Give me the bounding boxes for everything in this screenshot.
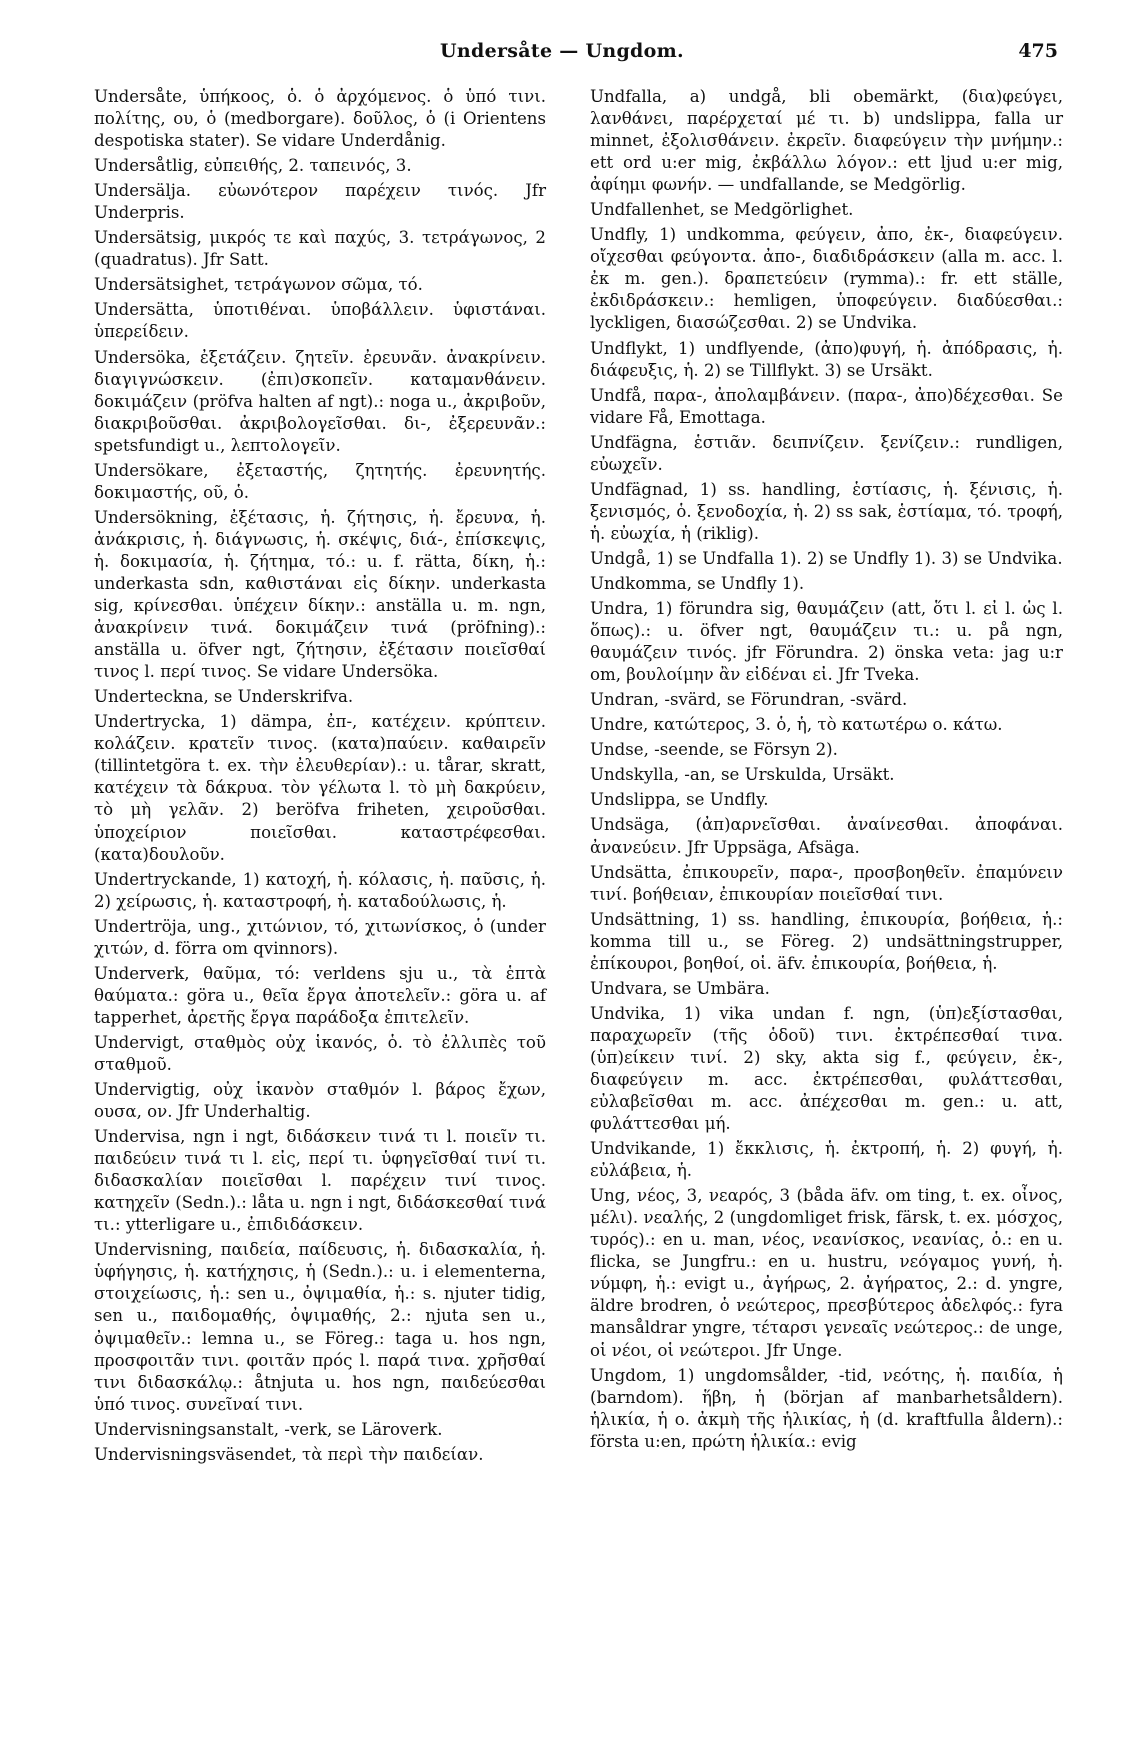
dictionary-entry: Undran, -svärd, se Förundran, -svärd. <box>590 690 908 710</box>
dictionary-entry: Undslippa, se Undfly. <box>590 790 769 810</box>
page-number: 475 <box>1018 40 1058 62</box>
dictionary-entry: Undvikande, 1) ἔκκλισις, ἡ. ἐκτροπή, ἡ. 2) φυγή, ἡ. εὐλάβεια, ἡ. <box>590 1139 1063 1181</box>
dictionary-entry: Undfalla, a) undgå, bli obemärkt, (δια)φεύγει, λανθάνει, παρέρχεταί μέ τι. b) undslippa, falla ur minnet, ἐξολισθάνειν. ἐκρεῖν. διαφεύγειν τὴν μνήμην.: ett ord u:er mig, ἐκβάλλω λόγον.: ett ljud u:er mig, ἀφίημι φωνήν. — undfallande, se Medgörlig. <box>590 87 1063 195</box>
right-column <box>590 86 1063 1456</box>
dictionary-entry: Undflykt, 1) undflyende, (ἀπο)φυγή, ἡ. ἀπόδρασις, ἡ. διάφευξις, ἡ. 2) se Tillflykt. 3) se Ursäkt. <box>590 338 1063 380</box>
dictionary-entry: Ung, νέος, 3, νεαρός, 3 (båda äfv. om ting, t. ex. οἶνος, μέλι). νεαλής, 2 (ungdomliget frisk, färsk, t. ex. μόσχος, τυρός).: en u. man, νέος, νεανίσκος, νεανίας, ὁ.: en u. flicka, se Jungfru.: en u. hustru, νεόγαμος γυνή, ἡ. νύμφη, ἡ.: evigt u., ἀγήρως, 2. ἀγήρατος, 2.: d. yngre, äldre brodren, ὁ νεώτερος, πρεσβύτερος ἀδελφός.: fyra mansåldrar yngre, τέταρσι γενεαῖς νεώτερος.: de unge, οἱ νέοι, οἱ νεώτεροι. Jfr Unge. <box>590 1186 1063 1360</box>
running-head: Undersåte — Ungdom. <box>440 40 684 62</box>
dictionary-entry: Undfägnad, 1) ss. handling, ἑστίασις, ἡ. ξένισις, ἡ. ξενισμός, ὁ. ξενοδοχία, ἡ. 2) ss sak, ἑστίαμα, τό. τροφή, ἡ. εὐωχία, ἡ (riklig). <box>590 479 1063 543</box>
dictionary-entry: Undervisningsväsendet, τὰ περὶ τὴν παιδείαν. <box>94 1444 484 1464</box>
dictionary-entry: Undersätsig, μικρός τε καὶ παχύς, 3. τετράγωνος, 2 (quadratus). Jfr Satt. <box>94 228 546 270</box>
dictionary-entry: Undertrycka, 1) dämpa, ἐπ-, κατέχειν. κρύπτειν. κολάζειν. κρατεῖν τινος. (κατα)παύειν. καθαιρεῖν (tillintetgöra t. ex. τὴν ἐλευθερίαν).: u. tårar, skratt, κατέχειν τὰ δάκρυα. τὸν γέλωτα l. τὸ μὴ δακρύειν, τὸ μὴ γελᾶν. 2) beröfva friheten, χειροῦσθαι. ὑποχείριον ποιεῖσθαι. καταστρέφεσθαι. (κατα)δουλοῦν. <box>94 712 546 864</box>
dictionary-entry: Undskylla, -an, se Urskulda, Ursäkt. <box>590 765 895 785</box>
dictionary-entry: Undersätta, ὑποτιθέναι. ὑποβάλλειν. ὑφιστάναι. ὑπερείδειν. <box>94 300 546 342</box>
dictionary-entry: Underverk, θαῦμα, τό: verldens sju u., τὰ ἑπτὰ θαύματα.: göra u., θεῖα ἔργα ἀποτελεῖν.: göra u. af tapperhet, ἀρετῆς ἔργα παράδοξα ἐπιτελεῖν. <box>94 963 546 1027</box>
dictionary-entry: Undersätsighet, τετράγωνον σῶμα, τό. <box>94 275 423 295</box>
dictionary-entry: Underteckna, se Underskrifva. <box>94 687 354 707</box>
dictionary-entry: Ungdom, 1) ungdomsålder, -tid, νεότης, ἡ. παιδία, ἡ (barndom). ἥβη, ἡ (början af manbarhetsåldern). ἡλικία, ἡ ο. ἀκμὴ τῆς ἡλικίας, ἡ (d. kraftfulla åldern).: första u:en, πρώτη ἡλικία.: evig <box>590 1365 1063 1451</box>
dictionary-entry: Undgå, 1) se Undfalla 1). 2) se Undfly 1). 3) se Undvika. <box>590 548 1063 568</box>
dictionary-entry: Undfly, 1) undkomma, φεύγειν, ἀπο, ἐκ-, διαφεύγειν. οἴχεσθαι φεύγοντα. ἀπο-, διαδιδράσκειν (alla m. acc. l. ἐκ m. gen.). δραπετεύειν (rymma).: fr. ett ställe, ἐκδιδράσκειν.: hemligen, ὑποφεύγειν. διαδύεσθαι.: lyckligen, διασώζεσθαι. 2) se Undvika. <box>590 225 1063 333</box>
dictionary-entry: Undersåtlig, εὐπειθής, 2. ταπεινός, 3. <box>94 156 412 176</box>
dictionary-entry: Undersökning, ἐξέτασις, ἡ. ζήτησις, ἡ. ἔρευνα, ἡ. ἀνάκρισις, ἡ. διάγνωσις, ἡ. σκέψις, διά-, ἐπίσκεψις, ἡ. δοκιμασία, ἡ. ζήτημα, τό.: u. f. rätta, δίκη, ἡ.: underkasta sdn, καθιστάναι εἰς δίκην. underkasta sig, κρίνεσθαι. ὑπέχειν δίκην.: anställa u. m. ngn, ἀνακρίνειν τινά. δοκιμάζειν τινά (pröfning).: anställa u. öfver ngt, ζήτησιν, ἐξέτασιν ποιεῖσθαί τινος l. περί τινος. Se vidare Undersöka. <box>94 507 546 682</box>
dictionary-entry: Undersälja. εὐωνότερον παρέχειν τινός. Jfr Underpris. <box>94 181 546 223</box>
dictionary-entry: Undfägna, ἑστιᾶν. δειπνίζειν. ξενίζειν.: rundligen, εὐωχεῖν. <box>590 432 1063 474</box>
dictionary-entry: Undvara, se Umbära. <box>590 978 770 998</box>
dictionary-entry: Undse, -seende, se Försyn 2). <box>590 740 838 760</box>
dictionary-entry: Undersökare, ἐξεταστής, ζητητής. ἐρευνητής. δοκιμαστής, οῦ, ὁ. <box>94 460 546 502</box>
dictionary-entry: Undervisning, παιδεία, παίδευσις, ἡ. διδασκαλία, ἡ. ὑφήγησις, ἡ. κατήχησις, ἡ (Sedn.).: u. i elementerna, στοιχείωσις, ἡ.: sen u., ὀψιμαθία, ἡ.: s. njuter tidig, sen u., παιδομαθής, ὀψιμαθής, 2.: njuta sen u., ὀψιμαθεῖν.: lemna u., se Föreg.: taga u. hos ngn, προσφοιτᾶν τινι. φοιτᾶν πρός l. παρά τινα. χρῆσθαί τινι διδασκάλῳ.: åtnjuta u. hos ngn, παιδεύεσθαι ὑπό τινος. συνεῖναί τινι. <box>94 1240 546 1414</box>
dictionary-entry: Undvika, 1) vika undan f. ngn, (ὑπ)εξίστασθαι, παραχωρεῖν (τῆς ὁδοῦ) τινι. ἐκτρέπεσθαί τινα. (ὑπ)είκειν τινί. 2) sky, akta sig f., φεύγειν, ἐκ-, διαφεύγειν m. acc. ἐκτρέπεσθαι, φυλάττεσθαι, εὐλαβεῖσθαι m. acc. ἀπέχεσθαι m. gen.: u. att, φυλάττεσθαι μή. <box>590 1003 1063 1134</box>
dictionary-entry: Undervigtig, οὐχ ἱκανὸν σταθμόν l. βάρος ἔχων, ουσα, ον. Jfr Underhaltig. <box>94 1080 546 1122</box>
dictionary-entry: Undfå, παρα-, ἀπολαμβάνειν. (παρα-, ἀπο)δέχεσθαι. Se vidare Få, Emottaga. <box>590 385 1063 427</box>
dictionary-entry: Undertryckande, 1) κατοχή, ἡ. κόλασις, ἡ. παῦσις, ἡ. 2) χείρωσις, ἡ. καταστροφή, ἡ. καταδούλωσις, ἡ. <box>94 869 546 911</box>
dictionary-entry: Undertröja, ung., χιτώνιον, τό, χιτωνίσκος, ὁ (under χιτών, d. förra om qvinnors). <box>94 916 546 958</box>
dictionary-entry: Undersåte, ὑπήκοος, ὁ. ὁ ἀρχόμενος. ὁ ὑπό τινι. πολίτης, ου, ὁ (medborgare). δοῦλος, ὁ (i Orientens despotiska stater). Se vidare Underdånig. <box>94 87 546 151</box>
dictionary-entry: Undra, 1) förundra sig, θαυμάζειν (att, ὅτι l. εἰ l. ὡς l. ὅπως).: u. öfver ngt, θαυμάζειν τι.: u. på ngn, θαυμάζειν τινός. jfr Förundra. 2) önska veta: jag u:r om, βουλοίμην ἂν εἰδέναι εἰ. Jfr Tveka. <box>590 599 1063 685</box>
dictionary-entry: Undersöka, ἐξετάζειν. ζητεῖν. ἐρευνᾶν. ἀνακρίνειν. διαγιγνώσκειν. (ἐπι)σκοπεῖν. καταμανθάνειν. δοκιμάζειν (pröfva halten af ngt).: noga u., ἀκριβοῦν, διακριβοῦσθαι. ἀκριβολογεῖσθαι. δι-, ἐξερευνᾶν.: spetsfundigt u., λεπτολογεῖν. <box>94 347 546 455</box>
dictionary-entry: Undervisa, ngn i ngt, διδάσκειν τινά τι l. ποιεῖν τι. παιδεύειν τινά τι l. εἰς, περί τι. ὑφηγεῖσθαί τινί τι. διδασκαλίαν ποιεῖσθαι l. παρέχειν τινί τινος. κατηχεῖν (Sedn.).: låta u. ngn i ngt, διδάσκεσθαί τινά τι.: ytterligare u., ἐπιδιδάσκειν. <box>94 1127 547 1235</box>
dictionary-entry: Undervigt, σταθμὸς οὐχ ἱκανός, ὁ. τὸ ἐλλιπὲς τοῦ σταθμοῦ. <box>94 1032 546 1074</box>
dictionary-entry: Undsätta, ἐπικουρεῖν, παρα-, προσβοηθεῖν. ἐπαμύνειν τινί. βοήθειαν, ἐπικουρίαν ποιεῖσθαί τινι. <box>590 862 1063 904</box>
dictionary-entry: Undfallenhet, se Medgörlighet. <box>590 200 854 220</box>
left-column <box>94 86 546 1469</box>
dictionary-entry: Undsättning, 1) ss. handling, ἐπικουρία, βοήθεια, ἡ.: komma till u., se Föreg. 2) undsättningstrupper, ἐπίκουροι, βοηθοί, οἱ. äfv. ἐπικουρία, βοήθεια, ἡ. <box>590 909 1063 973</box>
dictionary-entry: Undervisningsanstalt, -verk, se Läroverk. <box>94 1419 443 1439</box>
dictionary-entry: Undkomma, se Undfly 1). <box>590 573 805 593</box>
dictionary-entry: Undre, κατώτερος, 3. ὁ, ἡ, τὸ κατωτέρω ο. κάτω. <box>590 715 1003 735</box>
dictionary-entry: Undsäga, (ἀπ)αρνεῖσθαι. ἀναίνεσθαι. ἀποφάναι. ἀνανεύειν. Jfr Uppsäga, Afsäga. <box>590 815 1063 857</box>
